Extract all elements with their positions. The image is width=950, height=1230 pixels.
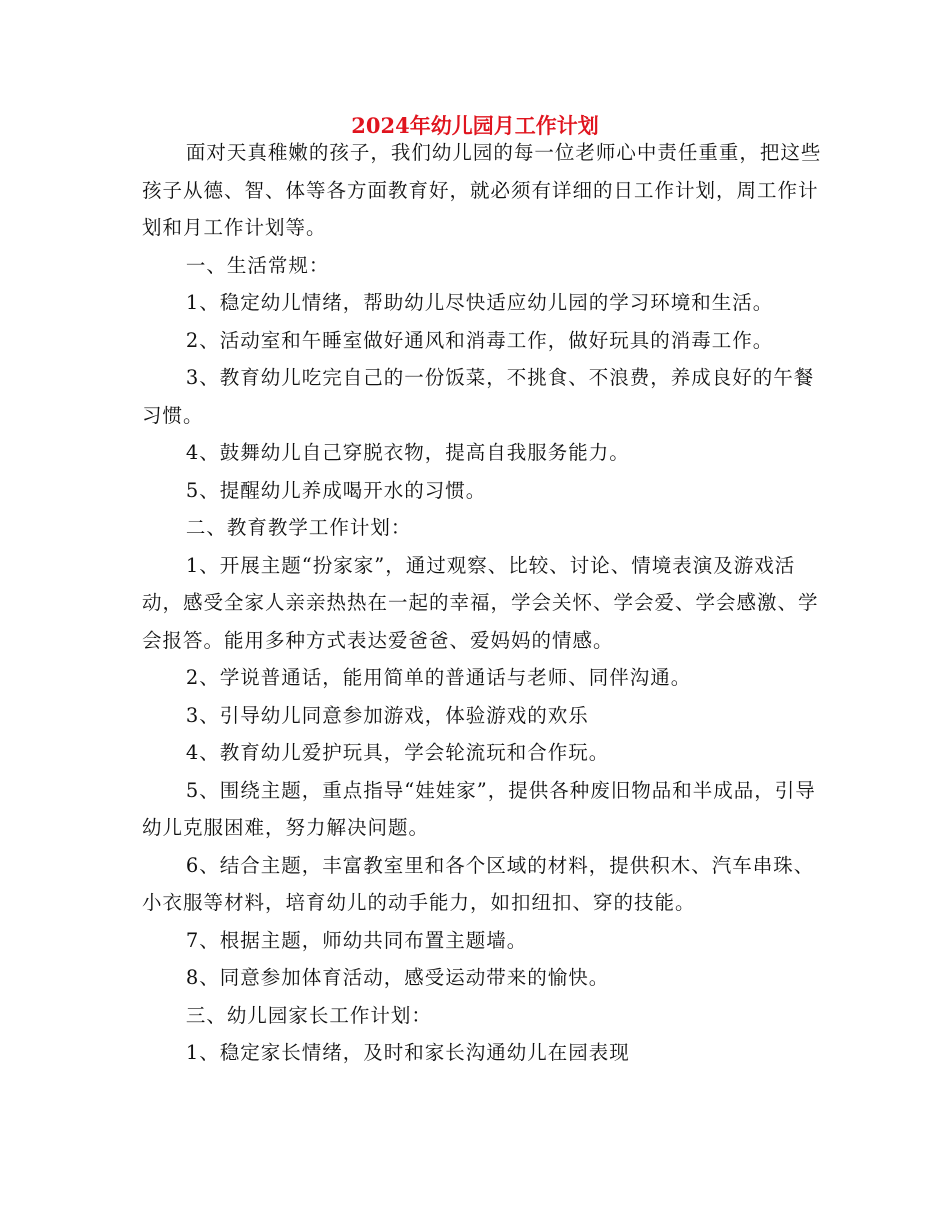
list-item: 1、稳定幼儿情绪，帮助幼儿尽快适应幼儿园的学习环境和生活。	[185, 291, 774, 314]
document-body	[142, 134, 832, 1072]
list-item: 2、学说普通话，能用简单的普通话与老师、同伴沟通。	[185, 666, 692, 689]
list-item: 5、围绕主题，重点指导“娃娃家”，提供各种废旧物品和半成品，引导幼儿克服困难，努力解决问题。	[142, 778, 816, 839]
section-heading-life-routine: 一、生活常规：	[185, 253, 330, 277]
list-item: 2、活动室和午睡室做好通风和消毒工作，做好玩具的消毒工作。	[185, 328, 774, 352]
list-item: 3、教育幼儿吃完自己的一份饭菜，不挑食、不浪费，养成良好的午餐习惯。	[142, 366, 815, 427]
section-heading-parent-work: 三、幼儿园家长工作计划：	[185, 1003, 432, 1027]
list-item: 4、教育幼儿爱护玩具，学会轮流玩和合作玩。	[185, 741, 610, 764]
list-item: 1、稳定家长情绪，及时和家长沟通幼儿在园表现	[185, 1041, 630, 1064]
list-item: 7、根据主题，师幼共同布置主题墙。	[185, 928, 528, 952]
intro-paragraph: 面对天真稚嫩的孩子，我们幼儿园的每一位老师心中责任重重，把这些孩子从德、智、体等各方面教育好，就必须有详细的日工作计划，周工作计划和月工作计划等。	[142, 141, 822, 239]
list-item: 8、同意参加体育活动，感受运动带来的愉快。	[185, 966, 610, 989]
document-title: 2024年幼儿园月工作计划	[351, 113, 599, 138]
section-heading-teaching-plan: 二、教育教学工作计划：	[185, 516, 412, 539]
list-item: 1、开展主题“扮家家”，通过观察、比较、讨论、情境表演及游戏活动，感受全家人亲亲热热在一起的幸福，学会关怀、学会爱、学会感激、学会报答。能用多种方式表达爱爸爸、爱妈妈的情感。	[142, 553, 819, 652]
list-item: 6、结合主题，丰富教室里和各个区域的材料，提供积木、汽车串珠、小衣服等材料，培育幼儿的动手能力，如扣纽扣、穿的技能。	[142, 853, 815, 914]
list-item: 4、鼓舞幼儿自己穿脱衣物，提高自我服务能力。	[185, 441, 630, 464]
list-item: 3、引导幼儿同意参加游戏，体验游戏的欢乐	[185, 703, 589, 727]
list-item: 5、提醒幼儿养成喝开水的习惯。	[185, 478, 487, 502]
